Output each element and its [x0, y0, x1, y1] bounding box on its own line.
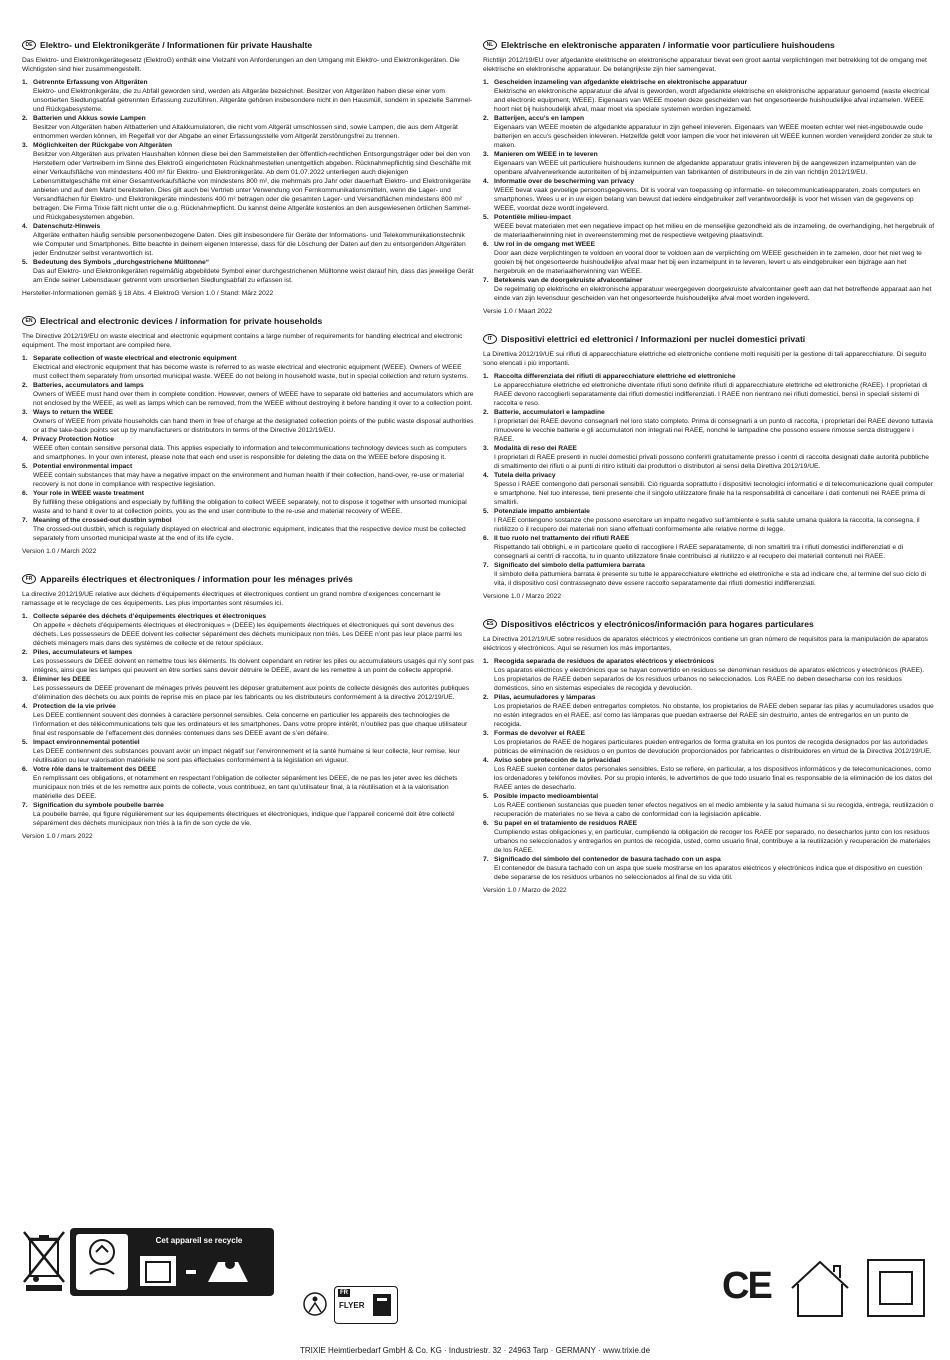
item-number: 3. [483, 445, 489, 452]
item-body [494, 444, 935, 471]
item-text: Los propietarios de RAEE de hogares particulares pueden entregarlos de forma gratuita en los puntos de recogida designados por las autoridades públicas de eliminación de residuos o en puntos de devolución proporcionados por fabricantes o distribuidores en virtud de la Directiva 2012/19/UE. [494, 739, 932, 755]
section-it [483, 334, 935, 601]
list-item [22, 738, 474, 765]
section-intro: La Directiva 2012/19/UE sobre residuos de aparatos eléctricos y electrónicos contiene un gran número de requisitos para la manipulación de aparatos eléctricos y electrónicos. Aquí se resumen los más importantes. [483, 636, 928, 652]
item-list [22, 612, 474, 828]
item-text: Spesso i RAEE contengono dati personali sensibili. Ciò riguarda soprattutto i dispositivi tecnologici informatici e di telecomunicazione quali computer e smartphone. Nel tuo interesse, tieni presente che il singolo utilizzatore finale ha la responsabilità di cancellare i dati contenuti nei RAEE prima di smaltirli. [494, 481, 934, 506]
section-intro: Richtlijn 2012/19/EU over afgedankte elektrische en elektronische apparatuur bevat een groot aantal verplichtingen met betrekking tot de omgang met elektrische en elektronische apparatuur. De belangrijkste zijn hier samengevat. [483, 57, 927, 73]
language-badge: IT [483, 334, 497, 344]
item-number: 2. [22, 115, 28, 122]
item-number: 3. [22, 142, 28, 149]
list-item [483, 150, 935, 177]
item-number: 1. [483, 658, 489, 665]
item-number: 5. [22, 463, 28, 470]
item-heading: Batterijen, accu’s en lampen [494, 115, 585, 122]
item-heading: Potentiële milieu-impact [494, 214, 571, 221]
item-text: Los RAEE suelen contener datos personales sensibles. Esto se refiere, en particular, a los dispositivos informáticos y de telecomunicaciones, como los ordenadores y teléfonos móviles. Por su propio interés, le advertimos de que todo usuario final es responsable de la eliminación de los datos del RAEE antes de desecharlo. [494, 766, 933, 791]
item-number: 6. [483, 535, 489, 542]
list-item [22, 258, 474, 285]
item-text: WEEE often contain sensitive personal data. This applies especially to information and telecommunications technology devices such as computers and smartphones. In your own interest, please note that each end user is responsible for deleting the data on the WEEE before disposing it. [33, 445, 467, 461]
item-heading: Potenziale impatto ambientale [494, 508, 590, 515]
item-text: Eigenaars van WEEE uit particuliere huishoudens kunnen de afgedankte apparatuur gratis inleveren bij de aangewezen inzamelpunten van de openbare afvalverwerkende autoriteiten of bij inzamelpunten van fabrikanten of distributeurs in de zin van richtlijn 2012/19/EU. [494, 160, 916, 176]
section-heading: Elektrische en elektronische apparaten / informatie voor particuliere huishoudens [501, 40, 835, 50]
list-item [22, 222, 474, 258]
item-text: Das auf Elektro- und Elektronikgeräten regelmäßig abgebildete Symbol einer durchgestrichenen Mülltonne weist darauf hin, dass das jeweilige Gerät am Ende seiner Lebensdauer getrennt vom unsortierten Siedlungsabfall zu erfassen ist. [33, 268, 474, 284]
right-column [483, 40, 935, 913]
double-insulation-icon [866, 1258, 926, 1318]
item-number: 5. [483, 793, 489, 800]
list-item [22, 435, 474, 462]
item-body [33, 222, 474, 258]
item-text: WEEE bevat materialen met een negatieve impact op het milieu en de menselijke gezondheid als de inzameling, de overhandiging, het hergebruik of de materiaalherwinning niet in overeenstemming met de respectieve wetgeving plaatsvindt. [494, 223, 935, 239]
item-text: De regelmatig op elektrische en elektronische apparatuur weergegeven doorgekruiste afvalcontainer geeft aan dat het betreffende apparaat aan het einde van zijn levensduur gescheiden van het ongesorteerde huishoudelijke afval moet worden ingeleverd. [494, 286, 932, 302]
section-en [22, 316, 474, 556]
item-body [494, 150, 935, 177]
section-title [483, 334, 935, 344]
item-body [494, 657, 935, 693]
item-number: 7. [483, 562, 489, 569]
list-item [22, 489, 474, 516]
item-text: By fulfilling these obligations and especially by fulfilling the obligation to collect WEEE separately, not to dispose it together with unsorted municipal waste and to hand it over to at collection points, you as the end user contribute to the re-use and material recovery of WEEE. [33, 499, 467, 515]
item-heading: Posible impacto medioambiental [494, 793, 599, 800]
fr-flyer-badge [334, 1286, 398, 1324]
item-number: 5. [22, 259, 28, 266]
item-text: I proprietari dei RAEE devono consegnarli nel loro stato completo. Prima di consegnarli a un punto di raccolta, i proprietari dei RAEE devono tuttavia rimuovere le vecchie batterie e gli accumulatori non integrati nei RAEE, nonché le lampadine che possono essere rimosse senza distruggere i RAEE. [494, 418, 934, 443]
item-text: Le apparecchiature elettriche ed elettroniche diventate rifiuti sono definite rifiuti di apparecchiature elettriche ed elettroniche (RAEE). I proprietari di RAEE devono raccoglierli separatamente dai rifiuti domestici indifferenziati. I RAEE non rientrano nei rifiuti domestici, bensì in speciali sistemi di raccolta e reso. [494, 382, 928, 407]
item-text: Les DEEE contiennent souvent des données à caractère personnel sensibles. Cela concerne en particulier les appareils des technologies de l’information et des télécommunications tels que les ordinateurs et les smartphones. Dans votre propre intérêt, n’oubliez pas que chaque utilisateur final est responsable de l’effacement des données contenues dans ses DEEE avant de s’en défaire. [33, 712, 468, 737]
item-heading: Collecte séparée des déchets d’équipements électriques et électroniques [33, 613, 267, 620]
item-number: 7. [483, 277, 489, 284]
item-heading: Batterie, accumulatori e lampadine [494, 409, 605, 416]
item-body [33, 765, 474, 801]
item-text: Electrical and electronic equipment that has become waste is referred to as waste electrical and electronic equipment (WEEE). Owners of WEEE must collect them separately from unsorted municipal waste. WEEE do not belong in household waste, but in special collection and return systems. [33, 364, 469, 380]
item-number: 2. [483, 115, 489, 122]
sorting-instruction-icon [138, 1252, 264, 1290]
item-heading: Impact environnemental potentiel [33, 739, 140, 746]
section-title [483, 619, 935, 629]
item-body [33, 801, 474, 828]
item-text: Los aparatos eléctricos y electrónicos que se hayan convertido en residuos se denominan residuos de aparatos eléctricos y electrónicos (RAEE). Los propietarios de RAEE deben separarlos de los residuos urbanos no seleccionados. Los RAEE no deben desecharse con los residuos domésticos, sino en sistemas especiales de recogida y devolución. [494, 667, 925, 692]
item-heading: Datenschutz-Hinweis [33, 223, 101, 230]
symbols-row [0, 1220, 950, 1330]
section-heading: Electrical and electronic devices / information for private households [40, 316, 323, 326]
item-text: Los RAEE contienen sustancias que pueden tener efectos negativos en el medio ambiente y la salud humana si su recogida, entrega, reutilización o recuperación de materiales no se lleva a cabo de conformidad con la legislación aplicable. [494, 802, 934, 818]
item-heading: Aviso sobre protección de la privacidad [494, 757, 621, 764]
item-text: The crossed-out dustbin, which is regularly displayed on electrical and electronic equipment, indicates that the respective device must be collected separately from unsorted municipal waste at the end of its life cycle. [33, 526, 466, 542]
item-text: Elektro- und Elektronikgeräte, die zu Abfall geworden sind, werden als Altgeräte bezeichnet. Besitzer von Altgeräten haben diese einer vom unsortierten Siedlungsabfall getrennten Erfassung zuzuführen. Altgeräte gehören insbesondere nicht in den Hausmüll, sondern in spezielle Sammel- und Rückgabesysteme. [33, 88, 473, 113]
item-heading: Meaning of the crossed-out dustbin symbol [33, 517, 172, 524]
language-badge: NL [483, 40, 497, 50]
item-body [33, 702, 474, 738]
item-heading: Recogida separada de residuos de aparatos eléctricos y electrónicos [494, 658, 715, 665]
item-text: La poubelle barrée, qui figure régulièrement sur les équipements électriques et électroniques, indique que l’appareil concerné doit être collecté séparément des déchets municipaux non triés à la fin de son cycle de vie. [33, 811, 455, 827]
list-item [483, 177, 935, 213]
item-body [33, 435, 474, 462]
section-fr [22, 574, 474, 841]
item-number: 5. [483, 214, 489, 221]
list-item [22, 78, 474, 114]
section-intro: Das Elektro- und Elektronikgerätegesetz (ElektroG) enthält eine Vielzahl von Anforderungen an den Umgang mit Elektro- und Elektronikgeräten. Die Wichtigsten sind hier zusammengestellt. [22, 57, 460, 73]
list-item [483, 657, 935, 693]
item-body [33, 738, 474, 765]
item-heading: Il tuo ruolo nel trattamento dei rifiuti RAEE [494, 535, 630, 542]
item-body [494, 240, 935, 276]
item-body [494, 177, 935, 213]
item-heading: Your role in WEEE waste treatment [33, 490, 144, 497]
item-body [33, 78, 474, 114]
item-heading: Batteries, accumulators and lamps [33, 382, 144, 389]
item-number: 2. [22, 649, 28, 656]
item-heading: Informatie over de bescherming van privacy [494, 178, 635, 185]
language-badge: EN [22, 316, 36, 326]
item-body [494, 471, 935, 507]
item-heading: Potential environmental impact [33, 463, 133, 470]
version-note: Version 1.0 / March 2022 [22, 548, 97, 555]
item-text: Los propietarios de RAEE deben entregarlos completos. No obstante, los propietarios de RAEE deben separar las pilas y acumuladores usados que no estén integrados en el RAEE, así como las lámparas que puedan extraerse del RAEE sin destruirlo, antes de entregarlos en un punto de recogida. [494, 703, 934, 728]
ce-mark: CE [722, 1265, 771, 1307]
item-number: 7. [483, 856, 489, 863]
house-icon [788, 1258, 852, 1320]
item-body [33, 408, 474, 435]
item-heading: Batterien und Akkus sowie Lampen [33, 115, 146, 122]
item-text: WEEE bevat vaak gevoelige persoonsgegevens. Dit is vooral van toepassing op informatie- en telecommunicatieapparaten, zoals computers en smartphones. Wees u er in uw eigen belang van bewust dat iedere eindgebruiker zelf verantwoordelijk is voor het wissen van de gegevens op WEEE, voordat deze wordt ingeleverd. [494, 187, 921, 212]
item-list [22, 354, 474, 543]
version-note: Versie 1.0 / Maart 2022 [483, 308, 553, 315]
left-column [22, 40, 474, 859]
item-body [494, 507, 935, 534]
item-body [494, 213, 935, 240]
item-number: 3. [483, 151, 489, 158]
item-heading: Privacy Protection Notice [33, 436, 115, 443]
item-number: 4. [483, 757, 489, 764]
item-text: Owners of WEEE must hand over them in complete condition. However, owners of WEEE have to separate old batteries and accumulators which are not enclosed by the WEEE, as well as lamps which can be removed, from the WEEE without destroying it before handing it over to a collection point. [33, 391, 474, 407]
item-text: Rispettando tali obblighi, e in particolare quello di raccogliere i RAEE separatamente, di non smaltirli tra i rifiuti domestici indifferenziati e di consegnarli ai centri di raccolta, tu in quanto utilizzatore finale contribuisci al riutilizzo e al recupero dei materiali contenuti nei RAEE. [494, 544, 904, 560]
item-number: 4. [22, 223, 28, 230]
triman-panel [76, 1234, 128, 1290]
list-item [22, 765, 474, 801]
item-number: 2. [483, 694, 489, 701]
item-text: Cumpliendo estas obligaciones y, en particular, cumpliendo la obligación de recoger los RAEE por separado, no desecharlos junto con los residuos urbanos no seleccionados y entregarlos en puntos de recogida, usted, como usuario final, contribuye a la reutilización y recuperación de materiales de los RAEE. [494, 829, 931, 854]
list-item [483, 693, 935, 729]
item-text: WEEE contain substances that may have a negative impact on the environment and human health if their collection, hand-over, re-use or material recovery is not done in compliance with respective legislation. [33, 472, 464, 488]
item-body [494, 756, 935, 792]
item-body [33, 381, 474, 408]
list-item [483, 78, 935, 114]
item-text: I proprietari di RAEE presenti in nuclei domestici privati possono conferirli gratuitamente presso i centri di raccolta designati dalle autorità pubbliche di smaltimento dei rifiuti o ai punti di ritiro istituiti dai produttori o distributori ai sensi della Direttiva 2012/19/UE. [494, 454, 929, 470]
list-item [22, 114, 474, 141]
flyer-label: FLYER [339, 1301, 365, 1310]
list-item [483, 561, 935, 588]
item-heading: Separate collection of waste electrical and electronic equipment [33, 355, 237, 362]
triman-small-icon [302, 1290, 328, 1318]
section-de [22, 40, 474, 298]
item-number: 3. [483, 730, 489, 737]
list-item [483, 507, 935, 534]
section-title [483, 40, 935, 50]
item-body [33, 648, 474, 675]
section-intro: La directive 2012/19/UE relative aux déchets d’équipements électriques et électroniques contient un grand nombre d’exigences concernant le ramassage et le recyclage de ces équipements. Les plus importantes sont résumées ici. [22, 591, 441, 607]
item-body [33, 462, 474, 489]
item-body [33, 489, 474, 516]
list-item [22, 702, 474, 738]
item-text: Les DEEE contiennent des substances pouvant avoir un impact négatif sur l’environnement et la santé humaine si leur collecte, leur remise, leur réutilisation ou leur valorisation matérielle ne sont pas effectuées conformément à la législation en vigueur. [33, 748, 460, 764]
list-item [22, 354, 474, 381]
item-number: 7. [22, 517, 28, 524]
item-text: Les possesseurs de DEEE doivent en remettre tous les éléments. Ils doivent cependant en retirer les piles ou accumulateurs usagés qui n’y sont pas intégrés, ainsi que les lampes qui peuvent en être sorties sans devoir détruire le DEEE, avant de les remettre à un point de collecte approprié. [33, 658, 474, 674]
language-badge: FR [22, 574, 36, 584]
list-item [483, 213, 935, 240]
paper-bin-icon [371, 1290, 393, 1318]
list-item [483, 444, 935, 471]
version-note: Hersteller-Informationen gemäß § 18 Abs. 4 ElektroG Version 1.0 / Stand: März 2022 [22, 290, 274, 297]
item-number: 1. [22, 355, 28, 362]
list-item [22, 675, 474, 702]
list-item [483, 276, 935, 303]
item-number: 1. [483, 373, 489, 380]
version-note: Versione 1.0 / Marzo 2022 [483, 593, 562, 600]
list-item [22, 141, 474, 222]
item-heading: Pilas, acumuladores y lámparas [494, 694, 596, 701]
footer-address: TRIXIE Heimtierbedarf GmbH & Co. KG · Industriestr. 32 · 24963 Tarp · GERMANY · www.trixie.de [299, 1346, 651, 1355]
item-number: 2. [22, 382, 28, 389]
item-number: 4. [22, 703, 28, 710]
triman-icon [76, 1234, 128, 1290]
item-text: Il simbolo della pattumiera barrata è presente su tutte le apparecchiature elettriche ed elettroniche e sta ad indicare che, al termine del suo ciclo di vita, il dispositivo così contrassegnato deve essere raccolto separatamente dai rifiuti domestici indifferenziati. [494, 571, 926, 587]
item-text: I RAEE contengono sostanze che possono esercitare un impatto negativo sull’ambiente e sulla salute umana qualora la raccolta, la consegna, il riutilizzo o il recupero dei materiali non siano effettuati conformemente alle relative norme di legge. [494, 517, 920, 533]
item-text: Besitzer von Altgeräten aus privaten Haushalten können diese bei den Sammelstellen der öffentlich-rechtlichen Entsorgungsträger oder bei den von Herstellern oder Vertreibern im Sinne des ElektroG eingerichteten Rücknahmestellen unentgeltlich abgeben. Rücknahmepflichtig sind Geschäfte mit einer Verkaufsfläche von mindestens 400 m² für Elektro- und Elektronikgeräte. Ab dem 01.07.2022 unterliegen auch diejenigen Lebensmittelgeschäfte mit einer Gesamtverkaufsfläche von mindestens 800 m², die mehrmals pro Jahr oder dauerhaft Elektro- und Elektronikgeräte anbieten und auf dem Markt bereitstellen. Dies gilt auch bei Vertrieb unter Verwendung von Fernkommunikationsmitteln, wenn die Lager- und Versandflächen für Elektro- und Elektronikgeräte mindestens 400 m² betragen oder die gesamten Lager- und Versandflächen mindestens 800 m² betragen. Die Firma Trixie fällt nicht unter die o.g. Rücknahmepflicht. Du kannst deine Altgeräte kostenlos an den ausgewiesenen örtlichen Sammel- und Rückgabesystemen abgeben. [33, 151, 471, 221]
item-body [33, 612, 474, 648]
list-item [22, 462, 474, 489]
list-item [22, 612, 474, 648]
item-heading: Formas de devolver el RAEE [494, 730, 586, 737]
item-number: 5. [22, 739, 28, 746]
item-number: 1. [22, 613, 28, 620]
item-list [22, 78, 474, 285]
item-heading: Su papel en el tratamiento de residuos RAEE [494, 820, 638, 827]
item-body [33, 258, 474, 285]
item-body [494, 819, 935, 855]
section-heading: Dispositivi elettrici ed elettronici / Informazioni per nuclei domestici privati [501, 334, 806, 344]
item-heading: Gescheiden inzameling van afgedankte elektrische en elektronische apparatuur [494, 79, 748, 86]
section-title [22, 574, 474, 584]
item-text: Door aan deze verplichtingen te voldoen en vooral door te voldoen aan de verplichting om WEEE gescheiden in te zamelen, door het niet weg te gooien bij het ongesorteerde huishoudelijke afval maar het bij een inzamelpunt in te leveren, levert u als eindgebruiker een bijdrage aan het hergebruik en de materiaalherwinning van WEEE. [494, 250, 922, 275]
item-body [494, 78, 935, 114]
item-body [494, 372, 935, 408]
list-item [483, 792, 935, 819]
item-body [33, 114, 474, 141]
item-number: 3. [22, 409, 28, 416]
version-note: Version 1.0 / mars 2022 [22, 833, 93, 840]
item-text: Elektrische en elektronische apparatuur die afval is geworden, wordt afgedankte elektrische en elektronische apparatuur genoemd (waste electrical and electronic equipment, WEEE). Eigenaars van WEEE moeten deze gescheiden van het ongesorteerde huishoudelijke afval inzamelen. WEEE hoort niet bij huishoudelijk afval, maar moet via speciale systemen worden ingezameld. [494, 88, 930, 113]
item-heading: Uw rol in de omgang met WEEE [494, 241, 596, 248]
item-body [494, 729, 935, 756]
item-number: 3. [22, 676, 28, 683]
list-item [483, 534, 935, 561]
item-number: 6. [483, 241, 489, 248]
version-note: Versión 1.0 / Marzo de 2022 [483, 887, 567, 894]
item-text: On appelle « déchets d’équipements électriques et électroniques » (DEEE) les équipements électriques et électroniques qui sont devenus des déchets. Les possesseurs de DEEE doivent les collecter séparément des déchets municipaux non triés. Les DEEE n’ont pas leur place parmi les déchets ménagers mais dans des systèmes de collecte et de retour spéciaux. [33, 622, 462, 647]
item-heading: Manieren om WEEE in te leveren [494, 151, 598, 158]
item-body [494, 693, 935, 729]
item-text: Eigenaars van WEEE moeten de afgedankte apparatuur in zijn geheel inleveren. Eigenaars van WEEE moeten echter wel niet-ingebouwde oude batterijen en accu’s gescheiden inleveren. Hetzelfde geldt voor lampen die voor het inleveren uit WEEE kunnen worden verwijderd zonder ze stuk te maken. [494, 124, 933, 149]
item-body [494, 792, 935, 819]
section-nl [483, 40, 935, 316]
item-number: 6. [22, 766, 28, 773]
item-heading: Möglichkeiten der Rückgabe von Altgeräten [33, 142, 173, 149]
item-number: 4. [22, 436, 28, 443]
recycle-label: Cet appareil se recycle [155, 1236, 243, 1245]
crossed-out-bin-icon [22, 1230, 66, 1292]
item-heading: Raccolta differenziata dei rifiuti di apparecchiature elettriche ed elettroniche [494, 373, 736, 380]
item-text: El contenedor de basura tachado con un aspa que suele mostrarse en los aparatos eléctricos y electrónicos indica que el dispositivo en cuestión debe separarse de los residuos urbanos no seleccionados al final de su vida útil. [494, 865, 923, 881]
list-item [483, 756, 935, 792]
section-es [483, 619, 935, 895]
item-number: 6. [483, 820, 489, 827]
item-number: 1. [483, 79, 489, 86]
item-body [33, 516, 474, 543]
list-item [22, 408, 474, 435]
language-badge: ES [483, 619, 497, 629]
item-number: 2. [483, 409, 489, 416]
item-heading: Getrennte Erfassung von Altgeräten [33, 79, 148, 86]
item-text: Owners of WEEE from private households can hand them in free of charge at the designated collection points of the public waste disposal authorities or at the take-back points set up by manufacturers or distributors in terms of the Directive 2012/19/EU. [33, 418, 474, 434]
list-item [483, 819, 935, 855]
item-heading: Betekenis van de doorgekruiste afvalcontainer [494, 277, 643, 284]
item-list [483, 657, 935, 882]
section-heading: Dispositivos eléctricos y electrónicos/información para hogares particulares [501, 619, 814, 629]
item-number: 1. [22, 79, 28, 86]
item-number: 4. [483, 472, 489, 479]
item-heading: Ways to return the WEEE [33, 409, 114, 416]
item-heading: Protection de la vie privée [33, 703, 116, 710]
list-item [22, 648, 474, 675]
section-heading: Appareils électriques et électroniques / information pour les ménages privés [40, 574, 353, 584]
item-list [483, 372, 935, 588]
item-body [494, 855, 935, 882]
item-heading: Significato del simbolo della pattumiera barrata [494, 562, 645, 569]
item-number: 6. [22, 490, 28, 497]
section-intro: La Direttiva 2012/19/UE sui rifiuti di apparecchiature elettriche ed elettroniche contiene molti requisiti per la gestione di tali apparecchiature. Di seguito sono elencati i più importanti. [483, 351, 927, 367]
section-heading: Elektro- und Elektronikgeräte / Informationen für private Haushalte [40, 40, 313, 50]
list-item [483, 114, 935, 150]
item-heading: Tutela della privacy [494, 472, 556, 479]
item-heading: Signification du symbole poubelle barrée [33, 802, 164, 809]
item-body [494, 561, 935, 588]
item-body [33, 141, 474, 222]
item-text: Les possesseurs de DEEE provenant de ménages privés peuvent les déposer gratuitement aux points de collecte désignés des autorités publiques d’élimination des déchets ou aux points de reprise mis en place par les fabricants ou les distributeurs conformément à la directive 2012/19/UE. [33, 685, 470, 701]
item-heading: Éliminer les DEEE [33, 676, 91, 683]
item-text: Besitzer von Altgeräten haben Altbatterien und Altakkumulatoren, die nicht vom Altgerät umschlossen sind, sowie Lampen, die aus dem Altgerät entnommen werden können, im Regelfall vor der Abgabe an einer Erfassungsstelle vom Altgerät zerstörungsfrei zu trennen. [33, 124, 458, 140]
item-heading: Piles, accumulateurs et lampes [33, 649, 133, 656]
item-list [483, 78, 935, 303]
item-text: En remplissant ces obligations, et notamment en respectant l’obligation de collecter séparément les DEEE, de ne pas les jeter avec les déchets municipaux non triés et de les remettre aux points de collecte, vous contribuez, en tant qu’utilisateur final, à la réutilisation et à la valorisation matérielle des DEEE. [33, 775, 458, 800]
fr-label: FR [340, 1290, 348, 1296]
list-item [483, 729, 935, 756]
list-item [483, 471, 935, 507]
section-intro: The Directive 2012/19/EU on waste electrical and electronic equipment contains a large number of requirements for handling electrical and electronic equipment. The most important are compiled here. [22, 333, 463, 349]
section-title [22, 316, 474, 326]
item-body [33, 354, 474, 381]
section-title [22, 40, 474, 50]
item-number: 7. [22, 802, 28, 809]
item-body [494, 408, 935, 444]
list-item [483, 408, 935, 444]
list-item [483, 372, 935, 408]
list-item [22, 516, 474, 543]
list-item [22, 381, 474, 408]
language-badge: DE [22, 40, 36, 50]
item-body [494, 114, 935, 150]
item-body [33, 675, 474, 702]
item-heading: Bedeutung des Symbols „durchgestrichene Mülltonne“ [33, 259, 210, 266]
list-item [483, 240, 935, 276]
item-body [494, 534, 935, 561]
item-number: 4. [483, 178, 489, 185]
item-text: Altgeräte enthalten häufig sensible personenbezogene Daten. Dies gilt insbesondere für Geräte der Informations- und Telekommunikationstechnik wie Computer und Smartphones. Bitte beachte in deinem eigenen Interesse, dass für die Löschung der Daten auf den zu entsorgenden Altgeräten jeder Endnutzer selbst verantwortlich ist. [33, 232, 466, 257]
item-number: 5. [483, 508, 489, 515]
item-body [494, 276, 935, 303]
list-item [483, 855, 935, 882]
recycling-info-block [70, 1228, 274, 1296]
list-item [22, 801, 474, 828]
item-heading: Significado del símbolo del contenedor de basura tachado con un aspa [494, 856, 721, 863]
item-heading: Votre rôle dans le traitement des DEEE [33, 766, 157, 773]
item-heading: Modalità di reso dei RAEE [494, 445, 577, 452]
